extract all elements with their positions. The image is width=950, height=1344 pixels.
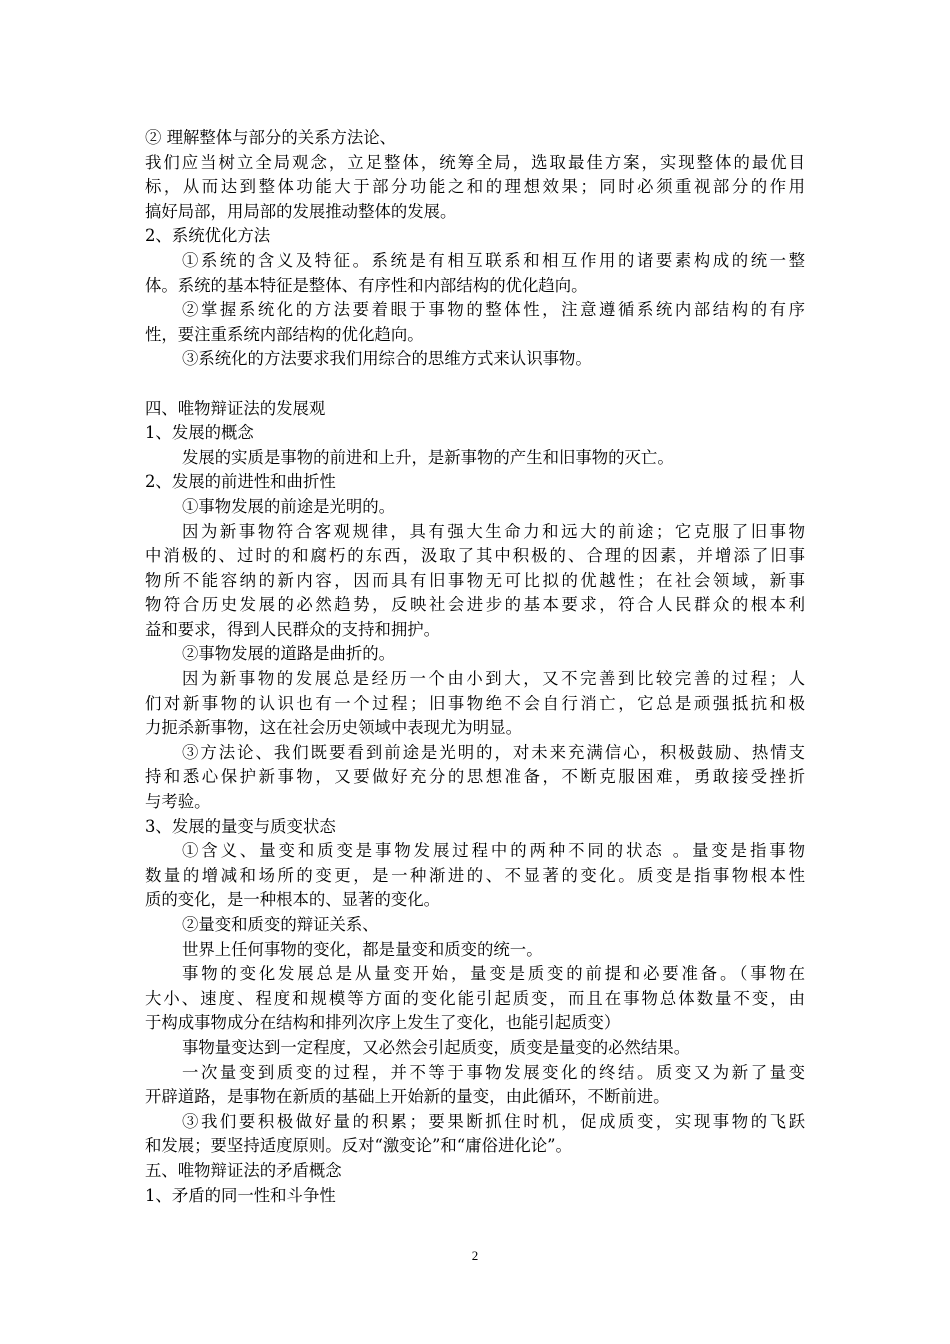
heading-part-whole: ② 理解整体与部分的关系方法论、 [145,128,397,147]
text-line: ①系统的含义及特征。系统是有相互联系和相互作用的诸要素构成的统一整 [182,250,805,270]
text-line: 事物量变达到一定程度，又必然会引起质变，质变是量变的必然结果。 [182,1037,691,1057]
text-line: 中消极的、过时的和腐朽的东西，汲取了其中积极的、合理的因素，并增添了旧事 [145,546,805,566]
text-line: ③方法论、我们既要看到前途是光明的，对未来充满信心，积极鼓励、热情支 [182,742,805,762]
text-line: 搞好局部，用局部的发展推动整体的发展。 [145,201,457,221]
text-line: ①事物发展的前途是光明的。 [182,496,396,516]
text-line: 们对新事物的认识也有一个过程；旧事物绝不会自行消亡，它总是顽强抵抗和极 [145,693,805,713]
text-line: 持和悉心保护新事物，又要做好充分的思想准备，不断克服困难，勇敢接受挫折 [145,767,805,787]
text-line: ②掌握系统化的方法要着眼于事物的整体性，注意遵循系统内部结构的有序 [182,300,805,320]
text-line: 与考验。 [145,792,211,812]
text-line: 世界上任何事物的变化，都是量变和质变的统一。 [182,939,543,959]
text-line: 物符合历史发展的必然趋势，反映社会进步的基本要求，符合人民群众的根本利 [145,595,805,615]
body-text [145,126,805,1208]
text-line: 和发展；要坚持适度原则。反对“激变论”和“庸俗进化论”。 [145,1136,572,1156]
text-line: 体。系统的基本特征是整体、有序性和内部结构的优化趋向。 [145,275,588,295]
section-heading-development: 四、唯物辩证法的发展观 [145,398,326,418]
text-line: 因为新事物的发展总是经历一个由小到大，又不完善到比较完善的过程；人 [182,669,805,689]
text-line: ②量变和质变的辩证关系、 [182,915,379,934]
text-line: ②事物发展的道路是曲折的。 [182,644,396,664]
text-line: 一次量变到质变的过程，并不等于事物发展变化的终结。质变又为新了量变 [182,1062,805,1082]
text-line: ①含义、量变和质变是事物发展过程中的两种不同的状态 。量变是指事物 [182,841,805,861]
text-line: 我们应当树立全局观念，立足整体，统筹全局，选取最佳方案，实现整体的最优目 [145,152,805,172]
text-line: 数量的增减和场所的变更，是一种渐进的、不显著的变化。质变是指事物根本性 [145,865,805,885]
text-line: 开辟道路，是事物在新质的基础上开始新的量变，由此循环，不断前进。 [145,1087,670,1107]
text-line: 因为新事物符合客观规律，具有强大生命力和远大的前途；它克服了旧事物 [182,521,805,541]
text-line: ③系统化的方法要求我们用综合的思维方式来认识事物。 [182,349,592,369]
text-line: 事物的变化发展总是从量变开始，量变是质变的前提和必要准备。（事物在 [182,964,805,984]
heading-system-optimization: 2、系统优化方法 [145,226,271,246]
text-line: 大小、速度、程度和规模等方面的变化能引起质变，而且在事物总体数量不变，由 [145,988,805,1008]
subheading-identity-struggle: 1、矛盾的同一性和斗争性 [145,1185,336,1205]
text-line: ③我们要积极做好量的积累；要果断抓住时机，促成质变，实现事物的飞跃 [182,1111,805,1131]
text-line: 益和要求，得到人民群众的支持和拥护。 [145,619,441,639]
page-number: 2 [471,1248,479,1263]
text-line: 力扼杀新事物，这在社会历史领域中表现尤为明显。 [145,718,522,738]
text-line: 于构成事物成分在结构和排列次序上发生了变化，也能引起质变） [145,1013,621,1033]
section-heading-contradiction: 五、唯物辩证法的矛盾概念 [145,1160,342,1180]
subheading-quantity-quality: 3、发展的量变与质变状态 [145,816,336,836]
text-line: 质的变化，是一种根本的、显著的变化。 [145,890,441,910]
subheading-progress-twist: 2、发展的前进性和曲折性 [145,472,336,492]
text-line: 物所不能容纳的新内容，因而具有旧事物无可比拟的优越性；在社会领域，新事 [145,570,805,590]
text-line: 发展的实质是事物的前进和上升，是新事物的产生和旧事物的灭亡。 [182,447,674,467]
subheading-concept: 1、发展的概念 [145,423,254,443]
text-line: 标，从而达到整体功能大于部分功能之和的理想效果；同时必须重视部分的作用 [145,177,805,197]
blank-line [145,372,805,397]
text-line: 性，要注重系统内部结构的优化趋向。 [145,324,424,344]
